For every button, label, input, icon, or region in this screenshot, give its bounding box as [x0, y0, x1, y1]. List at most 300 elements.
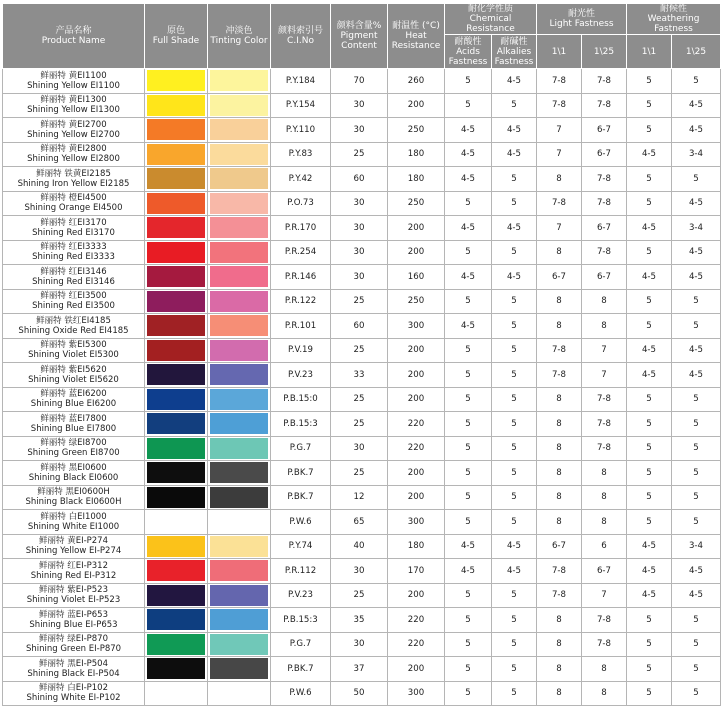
- tint-cell: [208, 142, 271, 167]
- product-name-cell: [3, 167, 145, 192]
- heat-cell: 250: [388, 118, 445, 143]
- weather-1-25-cell: 5: [672, 632, 721, 657]
- weather-1-1-cell: 5: [627, 167, 672, 192]
- full-shade-cell: [145, 510, 208, 535]
- product-name-cell: [3, 461, 145, 486]
- full-shade-cell: [145, 69, 208, 94]
- light-1-1-cell: 8: [537, 167, 582, 192]
- light-1-1-cell: 7-8: [537, 583, 582, 608]
- acid-cell: 5: [445, 363, 492, 388]
- acid-cell: 4-5: [445, 216, 492, 241]
- alkali-cell: 5: [492, 583, 537, 608]
- tint-swatch: [210, 658, 268, 679]
- light-1-25-cell: 7-8: [582, 240, 627, 265]
- alkali-cell: 5: [492, 387, 537, 412]
- acid-cell: 5: [445, 69, 492, 94]
- header-ci-zh: 颜料索引号: [277, 26, 323, 36]
- alkali-cell: 5: [492, 510, 537, 535]
- full-shade-cell: [145, 608, 208, 633]
- tint-cell: [208, 240, 271, 265]
- weather-1-1-cell: 5: [627, 657, 672, 682]
- acid-cell: 5: [445, 608, 492, 633]
- pigment-cell: 30: [331, 632, 388, 657]
- full-shade-cell: [145, 387, 208, 412]
- full-shade-swatch: [147, 487, 205, 508]
- full-shade-swatch: [147, 560, 205, 581]
- header-full-zh: 原色: [166, 26, 185, 36]
- table-row: [3, 338, 721, 363]
- product-name-zh: 鲜丽特 黄EI-P274: [39, 536, 108, 547]
- full-shade-swatch: [147, 462, 205, 483]
- tint-cell: [208, 534, 271, 559]
- header-alkali-en: Alkalies Fastness: [494, 46, 534, 67]
- acid-cell: 5: [445, 632, 492, 657]
- pigment-cell: 30: [331, 191, 388, 216]
- full-shade-swatch: [147, 119, 205, 140]
- acid-cell: 4-5: [445, 314, 492, 339]
- table-row: [3, 216, 721, 241]
- product-name-cell: [3, 436, 145, 461]
- product-name-cell: [3, 289, 145, 314]
- full-shade-cell: [145, 289, 208, 314]
- light-1-1-cell: 8: [537, 240, 582, 265]
- table-row: [3, 559, 721, 584]
- product-name-cell: [3, 657, 145, 682]
- tint-swatch: [210, 462, 268, 483]
- weather-1-25-cell: 5: [672, 436, 721, 461]
- light-1-1-cell: 6-7: [537, 534, 582, 559]
- alkali-cell: 5: [492, 314, 537, 339]
- full-shade-swatch: [147, 609, 205, 630]
- tint-cell: [208, 265, 271, 290]
- light-1-1-cell: 6-7: [537, 265, 582, 290]
- weather-1-25-cell: 4-5: [672, 583, 721, 608]
- acid-cell: 5: [445, 240, 492, 265]
- header-light-zh: 耐光性: [567, 9, 595, 19]
- ci-cell: P.Y.184: [271, 69, 331, 94]
- product-name-cell: [3, 191, 145, 216]
- acid-cell: 5: [445, 387, 492, 412]
- product-name-zh: 鲜丽特 白EI1000: [40, 511, 107, 522]
- tint-swatch: [210, 119, 268, 140]
- table-row: [3, 363, 721, 388]
- header-product-zh: 产品名称: [55, 26, 92, 36]
- tint-cell: [208, 216, 271, 241]
- light-1-1-cell: 8: [537, 485, 582, 510]
- product-name-en: Shining Red EI3500: [32, 301, 115, 312]
- light-1-1-cell: 7-8: [537, 93, 582, 118]
- product-name-cell: [3, 118, 145, 143]
- weather-1-25-cell: 5: [672, 461, 721, 486]
- product-name-en: Shining Blue EI7800: [30, 423, 117, 434]
- heat-cell: 200: [388, 93, 445, 118]
- tint-swatch: [210, 609, 268, 630]
- table-row: [3, 240, 721, 265]
- alkali-cell: 4-5: [492, 142, 537, 167]
- alkali-cell: 4-5: [492, 216, 537, 241]
- weather-1-1-cell: 5: [627, 461, 672, 486]
- light-1-1-cell: 7-8: [537, 191, 582, 216]
- full-shade-cell: [145, 338, 208, 363]
- light-1-25-cell: 6: [582, 534, 627, 559]
- alkali-cell: 5: [492, 93, 537, 118]
- heat-cell: 220: [388, 632, 445, 657]
- product-name-cell: [3, 412, 145, 437]
- full-shade-swatch: [147, 70, 205, 91]
- full-shade-cell: [145, 191, 208, 216]
- tint-cell: [208, 632, 271, 657]
- full-shade-cell: [145, 167, 208, 192]
- weather-1-1-cell: 4-5: [627, 363, 672, 388]
- header-alkali: [492, 35, 537, 69]
- header-light: [537, 4, 627, 35]
- acid-cell: 5: [445, 461, 492, 486]
- product-name-en: Shining Green EI-P870: [25, 644, 122, 655]
- light-1-1-cell: 7-8: [537, 338, 582, 363]
- header-light-1-1: 1\1: [537, 35, 582, 69]
- full-shade-swatch: [147, 658, 205, 679]
- weather-1-1-cell: 5: [627, 510, 672, 535]
- table-row: [3, 534, 721, 559]
- light-1-25-cell: 7-8: [582, 191, 627, 216]
- tint-swatch: [210, 634, 268, 655]
- full-shade-cell: [145, 559, 208, 584]
- ci-cell: P.B.15:0: [271, 387, 331, 412]
- header-full-en: Full Shade: [152, 36, 200, 46]
- product-name-zh: 鲜丽特 黑EI0600: [40, 462, 107, 473]
- tint-cell: [208, 436, 271, 461]
- light-1-1-cell: 7: [537, 142, 582, 167]
- acid-cell: 5: [445, 338, 492, 363]
- full-shade-cell: [145, 583, 208, 608]
- tint-swatch: [210, 168, 268, 189]
- full-shade-swatch: [147, 95, 205, 116]
- product-name-zh: 鲜丽特 黄EI2800: [40, 144, 107, 155]
- weather-1-25-cell: 3-4: [672, 142, 721, 167]
- weather-1-25-cell: 4-5: [672, 191, 721, 216]
- ci-cell: P.BK.7: [271, 461, 331, 486]
- full-shade-swatch: [147, 315, 205, 336]
- tint-swatch: [210, 683, 268, 704]
- header-heat-en: Heat Resistance: [391, 31, 441, 51]
- pigment-cell: 60: [331, 314, 388, 339]
- header-full-shade: [145, 4, 208, 69]
- tint-cell: [208, 583, 271, 608]
- weather-1-1-cell: 5: [627, 608, 672, 633]
- heat-cell: 250: [388, 289, 445, 314]
- alkali-cell: 5: [492, 608, 537, 633]
- table-header: [3, 4, 721, 69]
- weather-1-25-cell: 5: [672, 69, 721, 94]
- alkali-cell: 5: [492, 289, 537, 314]
- product-name-en: Shining Red EI3146: [32, 276, 115, 287]
- light-1-25-cell: 6-7: [582, 265, 627, 290]
- heat-cell: 220: [388, 608, 445, 633]
- tint-cell: [208, 191, 271, 216]
- pigment-cell: 60: [331, 167, 388, 192]
- alkali-cell: 4-5: [492, 559, 537, 584]
- full-shade-swatch: [147, 364, 205, 385]
- weather-1-1-cell: 5: [627, 69, 672, 94]
- full-shade-cell: [145, 363, 208, 388]
- weather-1-1-cell: 5: [627, 240, 672, 265]
- ci-cell: P.O.73: [271, 191, 331, 216]
- tint-swatch: [210, 364, 268, 385]
- light-1-25-cell: 8: [582, 485, 627, 510]
- tint-swatch: [210, 560, 268, 581]
- weather-1-1-cell: 5: [627, 93, 672, 118]
- ci-cell: P.B.15:3: [271, 412, 331, 437]
- product-name-en: Shining Red EI3333: [32, 252, 115, 263]
- weather-1-25-cell: 3-4: [672, 534, 721, 559]
- product-name-cell: [3, 240, 145, 265]
- ci-cell: P.R.170: [271, 216, 331, 241]
- header-light-1-25: 1\25: [582, 35, 627, 69]
- full-shade-cell: [145, 632, 208, 657]
- pigment-cell: 25: [331, 461, 388, 486]
- product-name-en: Shining Yellow EI1300: [27, 105, 120, 116]
- alkali-cell: 5: [492, 363, 537, 388]
- alkali-cell: 5: [492, 681, 537, 706]
- pigment-cell: 65: [331, 510, 388, 535]
- pigment-table: [2, 3, 721, 706]
- light-1-1-cell: 8: [537, 412, 582, 437]
- product-name-cell: [3, 632, 145, 657]
- weather-1-25-cell: 4-5: [672, 338, 721, 363]
- acid-cell: 5: [445, 436, 492, 461]
- heat-cell: 200: [388, 387, 445, 412]
- ci-cell: P.W.6: [271, 681, 331, 706]
- pigment-table-container: [2, 3, 721, 706]
- tint-cell: [208, 167, 271, 192]
- light-1-25-cell: 7: [582, 583, 627, 608]
- header-tinting: [208, 4, 271, 69]
- product-name-en: Shining Yellow EI2800: [27, 154, 120, 165]
- product-name-zh: 鲜丽特 红EI3333: [40, 242, 107, 253]
- table-row: [3, 657, 721, 682]
- product-name-zh: 鲜丽特 红EI3146: [40, 266, 107, 277]
- ci-cell: P.R.146: [271, 265, 331, 290]
- product-name-zh: 鲜丽特 红EI3500: [40, 291, 107, 302]
- heat-cell: 180: [388, 167, 445, 192]
- full-shade-swatch: [147, 683, 205, 704]
- product-name-en: Shining Yellow EI1100: [27, 80, 120, 91]
- weather-1-1-cell: 4-5: [627, 534, 672, 559]
- pigment-cell: 33: [331, 363, 388, 388]
- product-name-en: Shining Orange EI4500: [24, 203, 123, 214]
- pigment-cell: 30: [331, 118, 388, 143]
- tint-swatch: [210, 70, 268, 91]
- header-weather-1-25: 1\25: [672, 35, 721, 69]
- tint-swatch: [210, 242, 268, 263]
- tint-swatch: [210, 144, 268, 165]
- weather-1-25-cell: 4-5: [672, 265, 721, 290]
- weather-1-25-cell: 5: [672, 485, 721, 510]
- product-name-zh: 鲜丽特 黄EI1300: [40, 95, 107, 106]
- product-name-en: Shining Blue EI-P653: [29, 619, 118, 630]
- heat-cell: 200: [388, 485, 445, 510]
- tint-cell: [208, 510, 271, 535]
- product-name-en: Shining White EI1000: [27, 521, 120, 532]
- full-shade-swatch: [147, 340, 205, 361]
- light-1-25-cell: 8: [582, 657, 627, 682]
- header-acid-en: Acids Fastness: [448, 46, 488, 67]
- header-heat-zh: 耐温性 (°C): [392, 21, 440, 31]
- pigment-cell: 40: [331, 534, 388, 559]
- acid-cell: 4-5: [445, 559, 492, 584]
- full-shade-cell: [145, 240, 208, 265]
- tint-cell: [208, 657, 271, 682]
- ci-cell: P.V.19: [271, 338, 331, 363]
- alkali-cell: 5: [492, 436, 537, 461]
- heat-cell: 200: [388, 240, 445, 265]
- pigment-cell: 12: [331, 485, 388, 510]
- header-pigment-en: Pigment Content: [340, 31, 378, 51]
- ci-cell: P.R.254: [271, 240, 331, 265]
- product-name-en: Shining Black EI0600: [28, 472, 119, 483]
- light-1-1-cell: 7: [537, 118, 582, 143]
- table-row: [3, 608, 721, 633]
- heat-cell: 250: [388, 191, 445, 216]
- full-shade-swatch: [147, 585, 205, 606]
- ci-cell: P.V.23: [271, 583, 331, 608]
- light-1-1-cell: 8: [537, 657, 582, 682]
- heat-cell: 200: [388, 583, 445, 608]
- product-name-zh: 鲜丽特 蓝EI-P653: [39, 609, 108, 620]
- heat-cell: 200: [388, 461, 445, 486]
- pigment-cell: 30: [331, 559, 388, 584]
- light-1-1-cell: 7-8: [537, 559, 582, 584]
- weather-1-1-cell: 5: [627, 436, 672, 461]
- table-row: [3, 510, 721, 535]
- full-shade-cell: [145, 534, 208, 559]
- light-1-25-cell: 7-8: [582, 412, 627, 437]
- light-1-25-cell: 7-8: [582, 387, 627, 412]
- product-name-zh: 鲜丽特 黄EI2700: [40, 119, 107, 130]
- acid-cell: 5: [445, 583, 492, 608]
- table-row: [3, 583, 721, 608]
- product-name-en: Shining Black EI-P504: [27, 668, 120, 679]
- acid-cell: 5: [445, 657, 492, 682]
- tint-swatch: [210, 389, 268, 410]
- alkali-cell: 4-5: [492, 118, 537, 143]
- light-1-25-cell: 7-8: [582, 632, 627, 657]
- alkali-cell: 5: [492, 485, 537, 510]
- light-1-25-cell: 6-7: [582, 142, 627, 167]
- pigment-cell: 30: [331, 240, 388, 265]
- product-name-zh: 鲜丽特 白EI-P102: [39, 683, 108, 694]
- weather-1-25-cell: 4-5: [672, 363, 721, 388]
- acid-cell: 5: [445, 93, 492, 118]
- acid-cell: 5: [445, 681, 492, 706]
- light-1-25-cell: 7: [582, 363, 627, 388]
- full-shade-swatch: [147, 168, 205, 189]
- table-row: [3, 265, 721, 290]
- product-name-en: Shining Yellow EI2700: [27, 129, 120, 140]
- full-shade-cell: [145, 314, 208, 339]
- light-1-25-cell: 7: [582, 338, 627, 363]
- tint-swatch: [210, 413, 268, 434]
- product-name-cell: [3, 510, 145, 535]
- table-row: [3, 436, 721, 461]
- product-name-zh: 鲜丽特 铁黄EI2185: [36, 168, 111, 179]
- product-name-en: Shining Blue EI6200: [30, 399, 117, 410]
- full-shade-cell: [145, 265, 208, 290]
- header-alkali-zh: 耐碱性: [500, 36, 528, 47]
- product-name-cell: [3, 681, 145, 706]
- product-name-cell: [3, 69, 145, 94]
- heat-cell: 180: [388, 534, 445, 559]
- light-1-25-cell: 7-8: [582, 93, 627, 118]
- pigment-cell: 30: [331, 93, 388, 118]
- table-row: [3, 314, 721, 339]
- full-shade-swatch: [147, 536, 205, 557]
- light-1-1-cell: 8: [537, 632, 582, 657]
- weather-1-1-cell: 4-5: [627, 216, 672, 241]
- product-name-zh: 鲜丽特 蓝EI7800: [40, 413, 107, 424]
- weather-1-1-cell: 5: [627, 412, 672, 437]
- tint-swatch: [210, 266, 268, 287]
- header-weather-zh: 耐候性: [659, 4, 687, 14]
- tint-cell: [208, 69, 271, 94]
- light-1-25-cell: 8: [582, 461, 627, 486]
- tint-cell: [208, 338, 271, 363]
- heat-cell: 200: [388, 657, 445, 682]
- full-shade-cell: [145, 681, 208, 706]
- light-1-1-cell: 8: [537, 436, 582, 461]
- pigment-cell: 30: [331, 265, 388, 290]
- heat-cell: 200: [388, 338, 445, 363]
- pigment-cell: 50: [331, 681, 388, 706]
- light-1-25-cell: 7-8: [582, 69, 627, 94]
- pigment-cell: 25: [331, 387, 388, 412]
- full-shade-swatch: [147, 389, 205, 410]
- product-name-cell: [3, 363, 145, 388]
- product-name-cell: [3, 314, 145, 339]
- acid-cell: 4-5: [445, 142, 492, 167]
- heat-cell: 300: [388, 681, 445, 706]
- table-row: [3, 167, 721, 192]
- tint-swatch: [210, 585, 268, 606]
- tint-cell: [208, 412, 271, 437]
- pigment-cell: 70: [331, 69, 388, 94]
- ci-cell: P.W.6: [271, 510, 331, 535]
- tint-swatch: [210, 536, 268, 557]
- product-name-cell: [3, 608, 145, 633]
- weather-1-25-cell: 5: [672, 608, 721, 633]
- header-weather-1-1: 1\1: [627, 35, 672, 69]
- full-shade-cell: [145, 485, 208, 510]
- alkali-cell: 4-5: [492, 534, 537, 559]
- product-name-cell: [3, 534, 145, 559]
- weather-1-1-cell: 4-5: [627, 265, 672, 290]
- full-shade-cell: [145, 142, 208, 167]
- weather-1-1-cell: 4-5: [627, 338, 672, 363]
- light-1-25-cell: 7-8: [582, 608, 627, 633]
- ci-cell: P.Y.83: [271, 142, 331, 167]
- pigment-cell: 25: [331, 338, 388, 363]
- weather-1-1-cell: 5: [627, 289, 672, 314]
- product-name-en: Shining Violet EI-P523: [26, 595, 121, 606]
- pigment-cell: 30: [331, 216, 388, 241]
- light-1-1-cell: 7-8: [537, 69, 582, 94]
- product-name-en: Shining Black EI0600H: [25, 497, 122, 508]
- acid-cell: 5: [445, 289, 492, 314]
- weather-1-1-cell: 5: [627, 314, 672, 339]
- full-shade-swatch: [147, 511, 205, 532]
- weather-1-1-cell: 5: [627, 118, 672, 143]
- alkali-cell: 5: [492, 412, 537, 437]
